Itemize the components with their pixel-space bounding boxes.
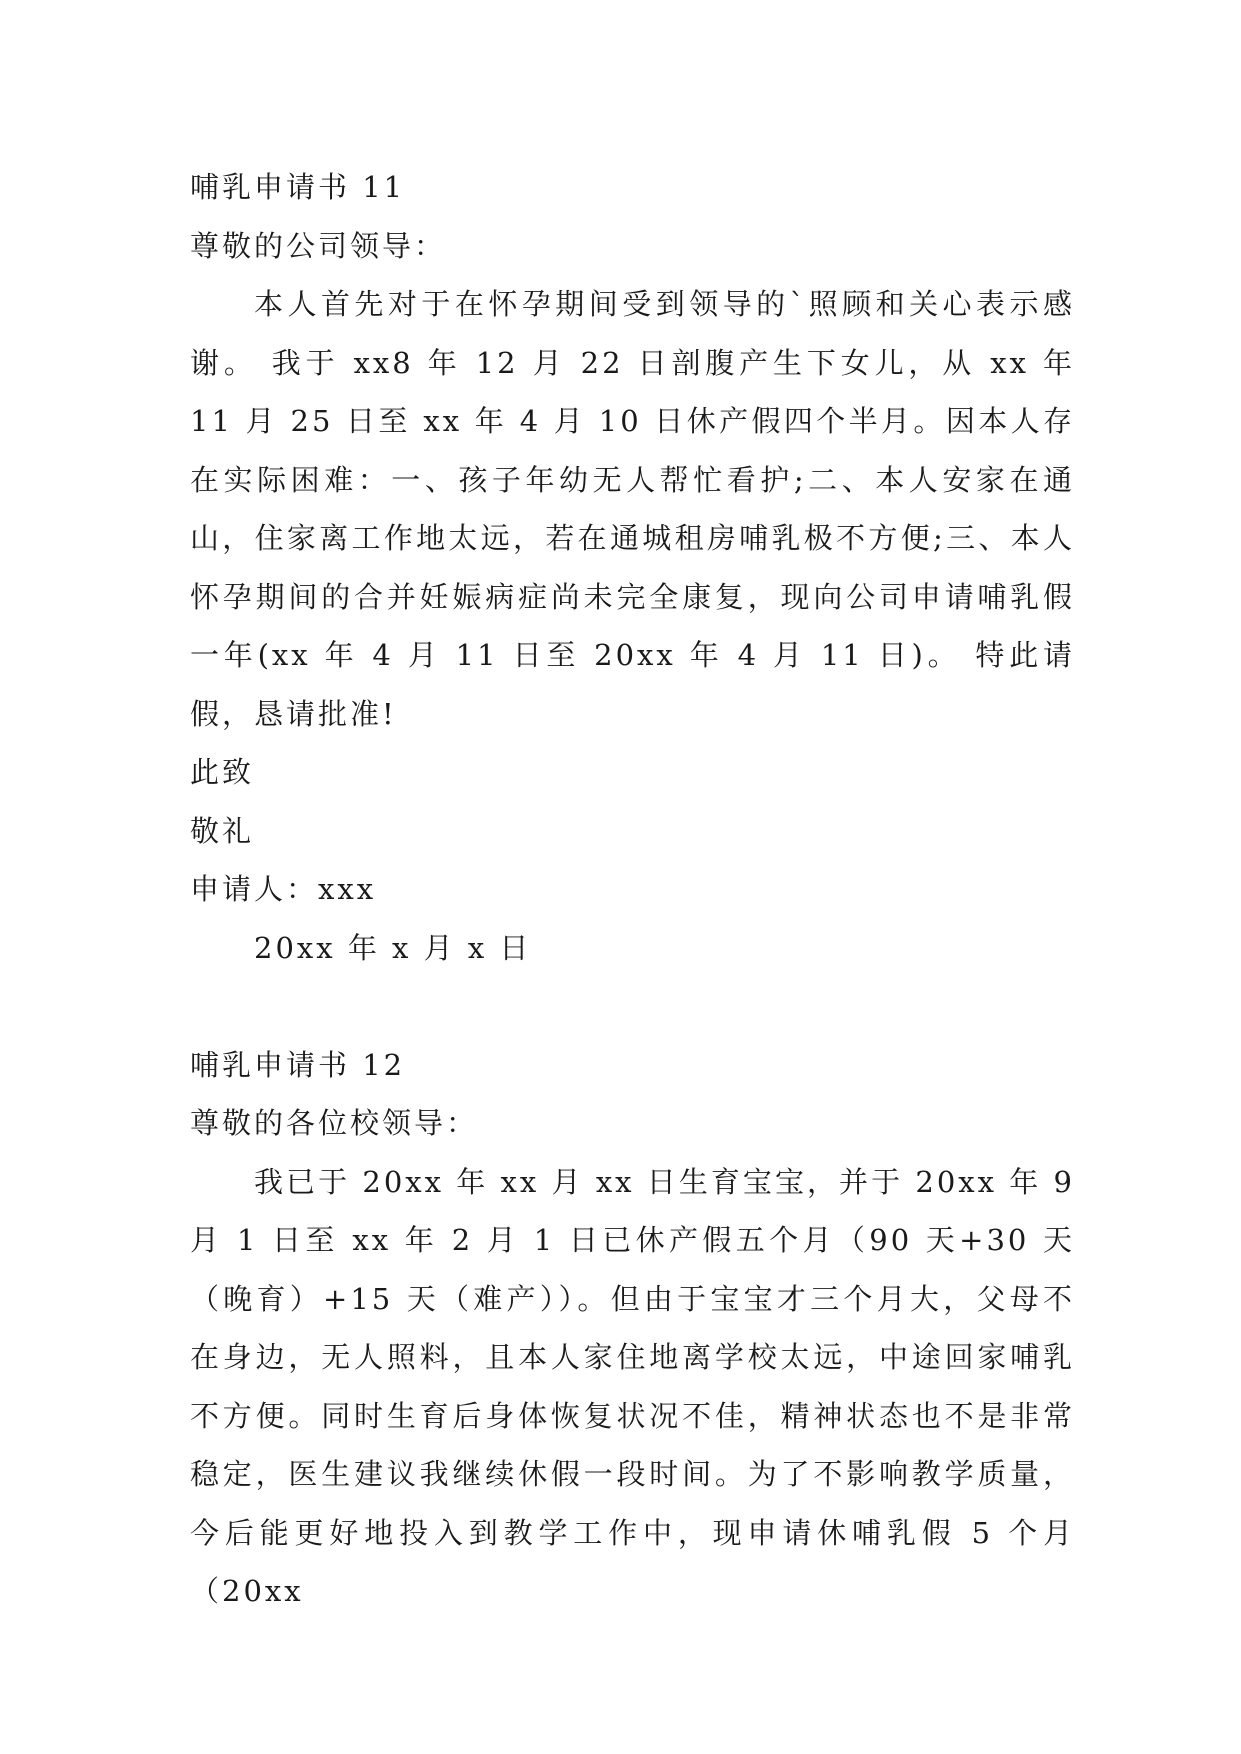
letter-body: 我已于 20xx 年 xx 月 xx 日生育宝宝，并于 20xx 年 9 月 1 日至 xx 年 2 月 1 日已休产假五个月（90 天+30 天（晚育）+15 天（难产））。但由于宝宝才三个月大，父母不在身边，无人照料，且本人家住地离学校太远，中途回家哺乳不方便。同时生育后身体恢复状况不佳，精神状态也不是非常稳定，医生建议我继续休假一段时间。为了不影响教学质量，今后能更好地投入到教学工作中，现申请休哺乳假 5 个月（20xx: [190, 1164, 1075, 1608]
document-content: [190, 158, 1075, 1621]
letter-applicant: 申请人：xxx: [190, 872, 377, 906]
letter-11: [190, 158, 1075, 977]
letter-title: 哺乳申请书 12: [190, 1047, 406, 1082]
letter-closing-2: 敬礼: [190, 813, 255, 848]
letter-body: 本人首先对于在怀孕期间受到领导的`照顾和关心表示感谢。 我于 xx8 年 12 月 22 日剖腹产生下女儿，从 xx 年 11 月 25 日至 xx 年 4 月 10 日休产假四个半月。因本人存在实际困难：一、孩子年幼无人帮忙看护;二、本人安家在通山，住家离工作地太远，若在通城租房哺乳极不方便;三、本人怀孕期间的合并妊娠病症尚未完全康复，现向公司申请哺乳假一年(xx 年 4 月 11 日至 20xx 年 4 月 11 日)。 特此请假，恳请批准!: [190, 287, 1075, 731]
letter-date: 20xx 年 x 月 x 日: [254, 930, 532, 965]
section-gap: [190, 977, 1075, 1036]
letter-title: 哺乳申请书 11: [190, 170, 406, 204]
letter-salutation: 尊敬的公司领导：: [190, 228, 447, 263]
letter-closing-1: 此致: [190, 755, 255, 789]
letter-12: [190, 1036, 1075, 1621]
letter-salutation: 尊敬的各位校领导：: [190, 1106, 479, 1140]
